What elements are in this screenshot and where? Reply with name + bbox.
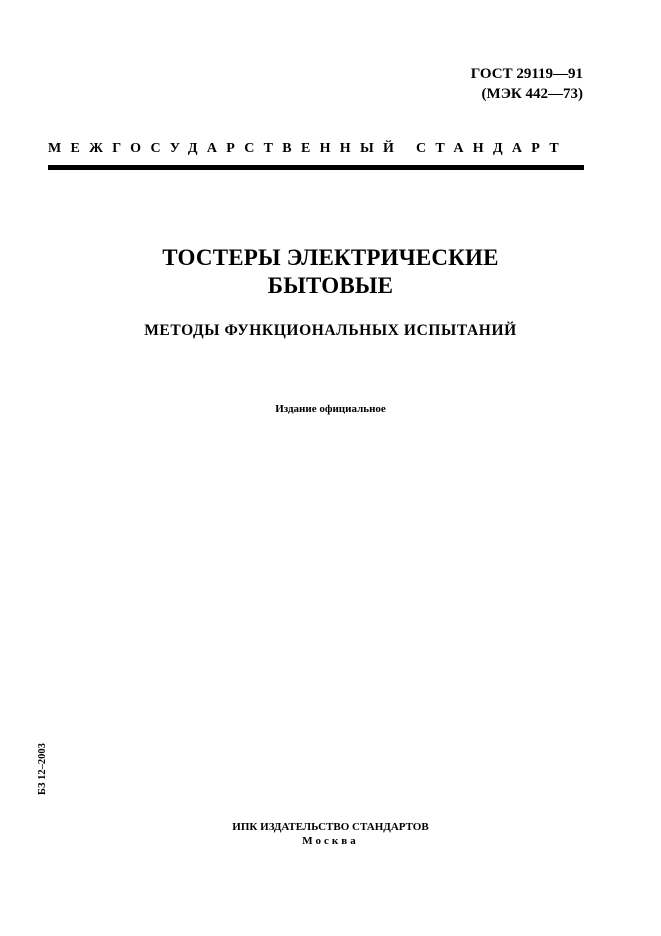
iec-number: (МЭК 442—73) <box>481 86 583 102</box>
edition-note: Издание официальное <box>275 403 386 415</box>
publisher-name: ИПК ИЗДАТЕЛЬСТВО СТАНДАРТОВ <box>232 821 429 833</box>
side-code: БЗ 12–2003 <box>37 743 48 795</box>
publisher-block <box>0 820 661 848</box>
title-block <box>0 244 661 340</box>
document-subtitle: МЕТОДЫ ФУНКЦИОНАЛЬНЫХ ИСПЫТАНИЙ <box>144 322 517 339</box>
header-band <box>48 141 584 170</box>
document-title <box>0 244 661 300</box>
document-code <box>471 64 583 104</box>
title-line-2: БЫТОВЫЕ <box>267 273 394 298</box>
gost-number: ГОСТ 29119—91 <box>470 66 583 82</box>
standard-type: МЕЖГОСУДАРСТВЕННЫЙ СТАНДАРТ <box>48 141 568 156</box>
header-rule <box>48 165 584 170</box>
publisher-city: Москва <box>302 835 359 847</box>
title-line-1: ТОСТЕРЫ ЭЛЕКТРИЧЕСКИЕ <box>162 245 499 270</box>
